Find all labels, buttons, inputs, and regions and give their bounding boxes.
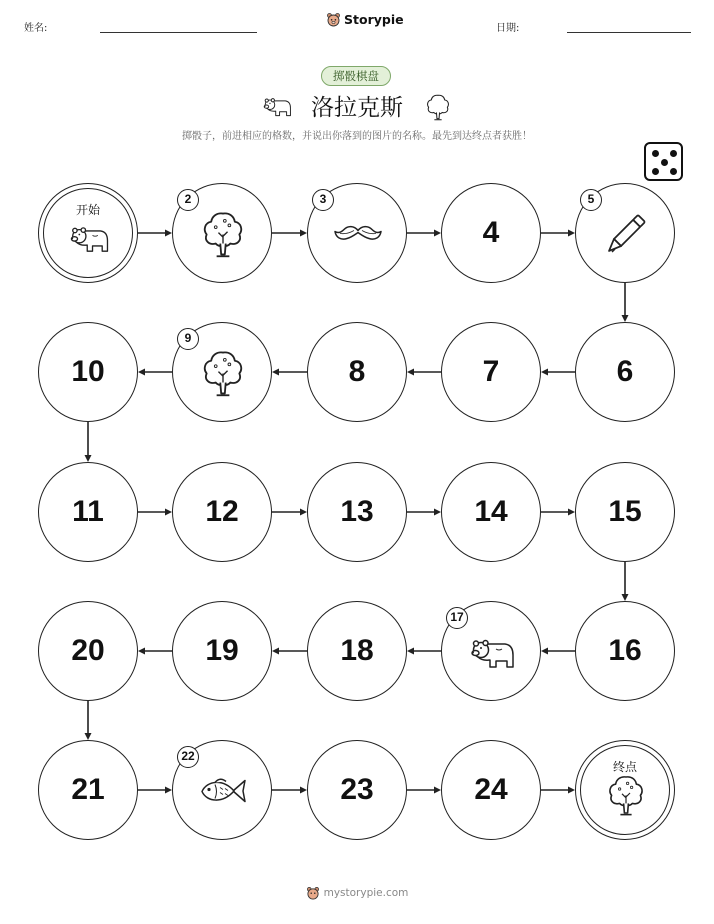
path-arrow — [138, 509, 172, 516]
path-arrow — [272, 648, 307, 655]
tree-icon — [198, 209, 248, 259]
path-arrow — [541, 787, 575, 794]
path-arrow — [541, 369, 575, 376]
board-cell[interactable] — [172, 601, 272, 701]
path-arrow — [622, 283, 629, 322]
board-cell[interactable] — [441, 322, 541, 422]
cell-number-badge: 17 — [446, 607, 468, 629]
path-arrow — [407, 648, 441, 655]
board-cell[interactable] — [575, 601, 675, 701]
path-arrow — [138, 787, 172, 794]
path-arrow — [138, 369, 172, 376]
cell-number: 11 — [72, 495, 104, 528]
cell-number-badge: 9 — [177, 328, 199, 350]
path-arrow — [272, 509, 307, 516]
page-title: 洛拉克斯 — [311, 95, 403, 121]
cell-number: 23 — [340, 773, 374, 806]
cell-number: 15 — [608, 495, 642, 528]
board-cell[interactable] — [441, 462, 541, 562]
cell-number: 4 — [482, 216, 500, 249]
board-cell[interactable] — [38, 322, 138, 422]
cell-number: 14 — [474, 495, 508, 528]
cell-number: 12 — [205, 495, 239, 528]
board-cell[interactable] — [172, 183, 272, 283]
path-arrow — [407, 787, 441, 794]
cell-number: 6 — [616, 355, 634, 388]
path-arrow — [138, 230, 172, 237]
brand-name: Storypie — [344, 12, 404, 27]
cell-number: 7 — [482, 355, 500, 388]
storypie-mascot-icon — [306, 886, 320, 900]
board-cell[interactable] — [575, 740, 675, 840]
board-cell[interactable] — [307, 740, 407, 840]
board-cell[interactable] — [575, 183, 675, 283]
path-arrow — [272, 230, 307, 237]
finish-label: 终点 — [612, 760, 637, 774]
cell-number: 20 — [71, 634, 105, 667]
mustache-icon — [333, 209, 383, 259]
path-arrow — [272, 369, 307, 376]
path-arrow — [85, 422, 92, 462]
bear-icon — [467, 627, 517, 677]
board-cell[interactable] — [307, 322, 407, 422]
cell-number: 19 — [205, 634, 239, 667]
path-arrow — [541, 648, 575, 655]
path-arrow — [407, 369, 441, 376]
board-cell[interactable] — [441, 740, 541, 840]
board-cell[interactable] — [172, 740, 272, 840]
footer-url[interactable]: mystorypie.com — [323, 887, 409, 899]
start-label: 开始 — [75, 203, 100, 217]
cell-number: 10 — [71, 355, 105, 388]
cell-number-badge: 5 — [580, 189, 602, 211]
fish-icon — [198, 766, 248, 816]
bear-icon — [67, 216, 111, 260]
path-arrow — [85, 701, 92, 740]
board-cell[interactable] — [38, 601, 138, 701]
cell-number: 18 — [340, 634, 374, 667]
date-label: 日期: — [496, 23, 520, 34]
board-cell[interactable] — [307, 183, 407, 283]
board-cell[interactable] — [575, 462, 675, 562]
cell-number: 8 — [348, 355, 366, 388]
name-label: 姓名: — [24, 23, 48, 34]
instructions: 掷骰子，前进相应的格数，并说出你落到的图片的名称。最先到达终点者获胜！ — [182, 131, 532, 142]
board-cell[interactable] — [172, 462, 272, 562]
path-arrow — [138, 648, 172, 655]
path-arrow — [272, 787, 307, 794]
tree-icon — [198, 348, 248, 398]
path-arrow — [407, 509, 441, 516]
board-cell[interactable] — [307, 601, 407, 701]
board-cell[interactable] — [575, 322, 675, 422]
footer — [0, 886, 714, 900]
cell-number: 16 — [608, 634, 642, 667]
board-cell[interactable] — [441, 183, 541, 283]
tree-icon — [604, 773, 648, 817]
board-cell[interactable] — [38, 462, 138, 562]
board-cell[interactable] — [38, 740, 138, 840]
cell-number: 21 — [71, 773, 105, 806]
cell-number-badge: 22 — [177, 746, 199, 768]
path-arrow — [407, 230, 441, 237]
game-type-tag: 掷骰棋盘 — [321, 66, 391, 86]
path-arrow — [541, 230, 575, 237]
board-cell[interactable] — [172, 322, 272, 422]
cell-number: 13 — [340, 495, 374, 528]
board-cell[interactable] — [307, 462, 407, 562]
board-cell[interactable] — [441, 601, 541, 701]
cell-number-badge: 3 — [312, 189, 334, 211]
cell-number: 24 — [474, 773, 508, 806]
path-arrow — [622, 562, 629, 601]
pencil-icon — [601, 209, 651, 259]
cell-number-badge: 2 — [177, 189, 199, 211]
board-cell[interactable] — [38, 183, 138, 283]
path-arrow — [541, 509, 575, 516]
